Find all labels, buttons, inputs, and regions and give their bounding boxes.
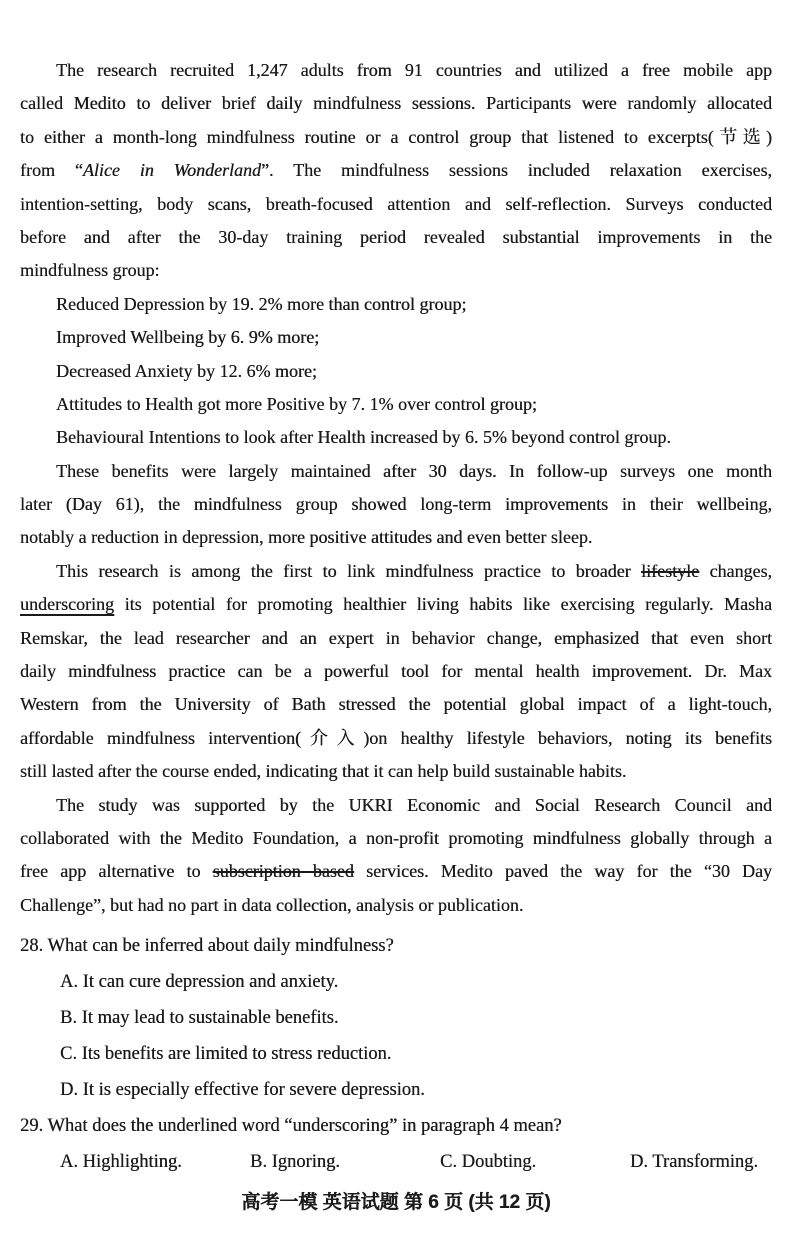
question-28-option-d bbox=[60, 1072, 772, 1108]
book-title: Alice in Wonderland bbox=[82, 160, 262, 181]
text-segment: Remskar, the lead researcher and an expert in behavior change, emphasized that even short bbox=[20, 627, 772, 648]
text-segment: Decreased Anxiety by 12. 6% more; bbox=[56, 360, 317, 381]
text-segment: Improved Wellbeing by 6. 9% more; bbox=[56, 327, 320, 348]
text-segment: to either a month-long mindfulness routine or a control group that listened to excerpts(节选) bbox=[20, 126, 772, 147]
text-segment: services. Medito paved the way for the “30 Day bbox=[353, 861, 772, 882]
para4-line3 bbox=[20, 855, 772, 888]
footer-text: 高考一模 英语试题 第 6 页 (共 12 页) bbox=[241, 1192, 551, 1214]
text-segment: 29. What does the underlined word “underscoring” in paragraph 4 mean? bbox=[20, 1116, 562, 1137]
para4-line4 bbox=[20, 889, 772, 922]
text-segment: collaborated with the Medito Foundation, a non-profit promoting mindfulness globally through a bbox=[20, 827, 772, 848]
para1-line1 bbox=[20, 54, 772, 87]
question-29-stem bbox=[20, 1108, 772, 1144]
question-29-option-b: B. Ignoring. bbox=[250, 1152, 340, 1173]
text-segment: The research recruited 1,247 adults from 91 countries and utilized a free mobile app bbox=[56, 60, 772, 80]
para3-line3 bbox=[20, 622, 772, 655]
stat-depression bbox=[20, 288, 772, 321]
para2-line2 bbox=[20, 488, 772, 521]
text-segment: Western from the University of Bath stressed the potential global impact of a light-touch, bbox=[20, 694, 772, 715]
text-segment: from “ bbox=[20, 160, 83, 181]
para3-line5 bbox=[20, 688, 772, 721]
para4-line2 bbox=[20, 822, 772, 855]
question-28-option-a bbox=[60, 964, 772, 1000]
stat-wellbeing bbox=[20, 321, 772, 354]
question-29-options-row bbox=[60, 1144, 772, 1180]
text-segment: Behavioural Intentions to look after Health increased by 6. 5% beyond control group. bbox=[56, 427, 671, 448]
text-segment: D. It is especially effective for severe depression. bbox=[60, 1080, 425, 1101]
text-segment: its potential for promoting healthier living habits like exercising regularly. Masha bbox=[113, 594, 772, 615]
text-segment: notably a reduction in depression, more positive attitudes and even better sleep. bbox=[20, 527, 593, 548]
para2-line1 bbox=[20, 455, 772, 488]
text-segment: Attitudes to Health got more Positive by 7. 1% over control group; bbox=[56, 393, 537, 414]
para1-line3 bbox=[20, 121, 772, 154]
text-segment: Reduced Depression by 19. 2% more than control group; bbox=[56, 293, 467, 314]
para3-line7 bbox=[20, 755, 772, 788]
text-segment: called Medito to deliver brief daily mindfulness sessions. Participants were randomly allocated bbox=[20, 93, 772, 114]
text-segment: 28. What can be inferred about daily mindfulness? bbox=[20, 936, 394, 957]
text-segment: C. Its benefits are limited to stress reduction. bbox=[60, 1044, 392, 1065]
underlined-word-underscoring: underscoring bbox=[20, 594, 114, 615]
text-segment: later (Day 61), the mindfulness group showed long-term improvements in their wellbeing, bbox=[20, 494, 772, 515]
text-segment: Challenge”, but had no part in data collection, analysis or publication. bbox=[20, 894, 524, 915]
para2-line3 bbox=[20, 521, 772, 554]
text-segment: mindfulness group: bbox=[20, 260, 160, 281]
text-segment: before and after the 30-day training period revealed substantial improvements in the bbox=[20, 226, 772, 247]
text-segment: These benefits were largely maintained after 30 days. In follow-up surveys one month bbox=[56, 460, 772, 481]
para1-line2 bbox=[20, 87, 772, 120]
text-segment: This research is among the first to link mindfulness practice to broader bbox=[56, 560, 642, 581]
question-28-stem bbox=[20, 928, 772, 964]
para1-line4 bbox=[20, 154, 772, 187]
para3-line1 bbox=[20, 555, 772, 588]
question-29-option-c: C. Doubting. bbox=[440, 1152, 537, 1173]
text-segment: A. It can cure depression and anxiety. bbox=[60, 972, 339, 993]
para3-line4 bbox=[20, 655, 772, 688]
para1-line5 bbox=[20, 188, 772, 221]
reading-passage bbox=[20, 54, 772, 922]
para3-line6 bbox=[20, 722, 772, 755]
stat-anxiety bbox=[20, 355, 772, 388]
question-29-option-d: D. Transforming. bbox=[630, 1152, 758, 1173]
para3-line2 bbox=[20, 588, 772, 621]
text-segment: daily mindfulness practice can be a powerful tool for mental health improvement. Dr. Max bbox=[20, 661, 772, 682]
text-segment: affordable mindfulness intervention(介入)on healthy lifestyle behaviors, noting its benefits bbox=[20, 727, 772, 748]
artifact-strike-lifestyle: lifestyle bbox=[641, 560, 700, 581]
question-28-option-c bbox=[60, 1036, 772, 1072]
text-segment: The study was supported by the UKRI Economic and Social Research Council and bbox=[56, 794, 772, 815]
para4-line1 bbox=[20, 789, 772, 822]
para1-line6 bbox=[20, 221, 772, 254]
page-footer bbox=[20, 1188, 772, 1218]
questions-section bbox=[20, 928, 772, 1180]
question-29-option-a: A. Highlighting. bbox=[60, 1152, 182, 1173]
text-segment: changes, bbox=[699, 560, 772, 581]
text-segment: ”. The mindfulness sessions included relaxation exercises, bbox=[261, 160, 772, 181]
text-segment: B. It may lead to sustainable benefits. bbox=[60, 1008, 339, 1029]
para1-line7 bbox=[20, 254, 772, 287]
question-28-option-b bbox=[60, 1000, 772, 1036]
text-segment: intention-setting, body scans, breath-focused attention and self-reflection. Surveys conducted bbox=[20, 193, 772, 214]
text-segment: still lasted after the course ended, indicating that it can help build sustainable habits. bbox=[20, 761, 627, 782]
stat-attitudes bbox=[20, 388, 772, 421]
struck-text-subscription-based: subscription based bbox=[212, 861, 354, 882]
stat-intentions bbox=[20, 421, 772, 454]
text-segment: free app alternative to bbox=[20, 861, 213, 882]
